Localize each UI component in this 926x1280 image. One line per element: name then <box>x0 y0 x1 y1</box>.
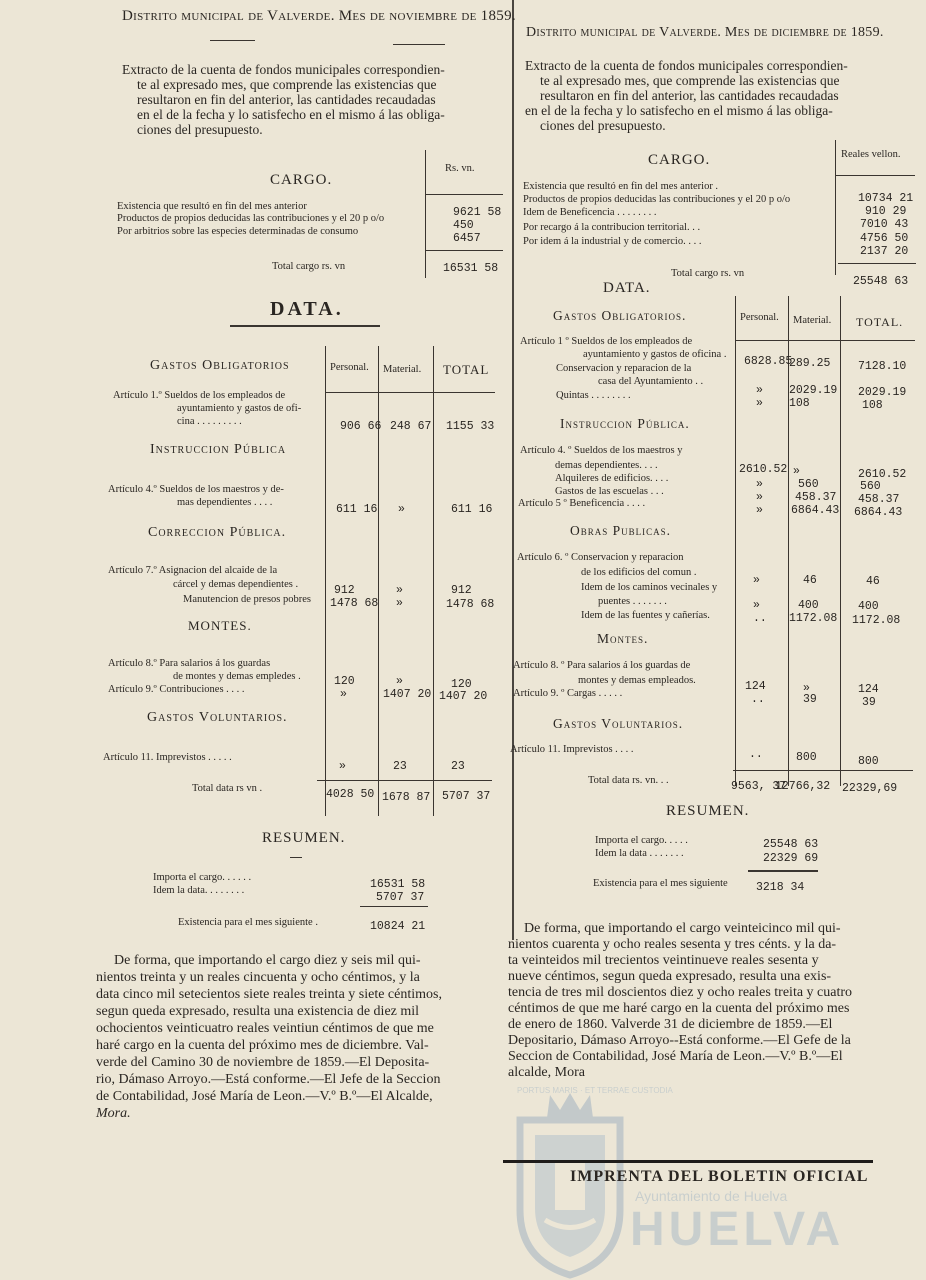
data-title: DATA. <box>603 280 651 296</box>
row-label: Conservacion y reparacion de la <box>556 363 692 374</box>
closing-line: De forma, que importando el cargo diez y seis mil qui- <box>114 953 421 968</box>
cell-material: 560 <box>798 478 819 491</box>
cell-material: 800 <box>796 751 817 764</box>
intro-line: te al expresado mes, que comprende las existencias que <box>540 73 840 88</box>
closing-line: céntimos de que me haré cargo en la cuenta del próximo mes <box>508 1001 850 1016</box>
left-header: Distrito municipal de Valverde. Mes de noviembre de 1859. <box>122 8 516 24</box>
data-total-label: Total data rs. vn. . . <box>588 775 669 786</box>
column-divider <box>512 0 514 940</box>
cell-total: 1155 33 <box>446 420 495 433</box>
row-label: Artículo 1.º Sueldos de los empleados de <box>113 390 286 401</box>
col-total: TOTAL. <box>856 315 904 329</box>
cargo-rule <box>425 194 503 195</box>
resumen-data-label: Idem la data. . . . . . . . <box>153 885 245 896</box>
row-label: Artículo 5 º Beneficencia . . . . <box>518 498 646 509</box>
cargo-rule <box>425 250 503 251</box>
data-total-rule <box>733 770 913 771</box>
row-label: Idem de los caminos vecinales y <box>581 582 718 593</box>
cell-personal: » <box>756 504 763 517</box>
data-total-material: 1678 87 <box>382 791 431 804</box>
row-label: Artículo 9. º Cargas . . . . . <box>513 688 623 699</box>
cargo-row-value: 4756 50 <box>860 232 909 245</box>
cell-personal: 611 16 <box>336 503 378 516</box>
resumen-cargo-value: 16531 58 <box>370 878 426 891</box>
cell-material: 1407 20 <box>383 688 432 701</box>
resumen-rule <box>748 870 818 872</box>
data-total-rule <box>317 780 492 781</box>
data-total-material: 12766,32 <box>775 780 831 793</box>
right-header: Distrito municipal de Valverde. Mes de diciembre de 1859. <box>526 25 884 40</box>
intro-line: ciones del presupuesto. <box>540 118 666 133</box>
resumen-cargo-label: Importa el cargo. . . . . <box>595 835 688 846</box>
closing-line: segun queda expresado, resulta una existencia de diez mil <box>96 1004 420 1019</box>
cell-total: 1407 20 <box>439 690 488 703</box>
cell-personal: 6828.85 <box>744 355 793 368</box>
row-label: mas dependientes . . . . <box>177 497 273 508</box>
data-title-rule <box>230 325 380 327</box>
col-material: Material. <box>383 364 422 375</box>
row-label: Artículo 4. º Sueldos de los maestros y <box>520 445 683 456</box>
data-total-personal: 4028 50 <box>326 788 375 801</box>
cargo-row-value: 450 <box>453 219 474 232</box>
cell-material: » <box>396 597 403 610</box>
row-label: demas dependientes. . . . <box>555 460 658 471</box>
row-label: Gastos de las escuelas . . . <box>555 486 664 497</box>
row-label: montes y demas empleados. <box>578 675 696 686</box>
cell-personal: 906 66 <box>340 420 382 433</box>
cargo-rule <box>835 140 836 275</box>
closing-line: nientos treinta y un reales cincuenta y ocho céntimos, y la <box>96 970 420 985</box>
footer-rule <box>503 1160 873 1163</box>
row-label: Artículo 1 º Sueldos de los empleados de <box>520 336 693 347</box>
watermark-ring: PORTUS MARIS · ET TERRAE CUSTODIA <box>517 1086 673 1095</box>
cell-personal: .. <box>749 748 763 761</box>
cell-material: » <box>793 465 800 478</box>
intro-line: resultaron en fin del anterior, las cantidades recaudadas <box>540 88 839 103</box>
cell-total: 800 <box>858 755 879 768</box>
row-label: Artículo 4.º Sueldos de los maestros y de- <box>108 484 284 495</box>
row-label: ayuntamiento y gastos de oficina . <box>583 349 727 360</box>
cell-total: 7128.10 <box>858 360 907 373</box>
cell-total: 1478 68 <box>446 598 495 611</box>
header-rule <box>393 44 445 45</box>
cell-material: 46 <box>803 574 817 587</box>
cell-material: 400 <box>798 599 819 612</box>
cell-personal: 912 <box>334 584 355 597</box>
cell-total: 46 <box>866 575 880 588</box>
section-correccion-publica: Correccion Pública. <box>148 525 287 540</box>
closing-line: data cinco mil setecientos siete reales treinta y siete céntimos, <box>96 987 442 1002</box>
row-label: Artículo 8.º Para salarios á los guardas <box>108 658 271 669</box>
cell-material: 289.25 <box>789 357 831 370</box>
row-label: Artículo 6. º Conservacion y reparacion <box>517 552 684 563</box>
cargo-row-label: Existencia que resultó en fin del mes anterior <box>117 201 307 212</box>
section-gastos-voluntarios: Gastos Voluntarios. <box>553 716 684 731</box>
cargo-row-value: 7010 43 <box>860 218 909 231</box>
row-label: Alquileres de edificios. . . . <box>555 473 669 484</box>
intro-line: en el de la fecha y lo satisfecho en el mismo á las obliga- <box>137 107 445 122</box>
col-material: Material. <box>793 315 832 326</box>
cell-material: 2029.19 <box>789 384 838 397</box>
row-label: de montes y demas empledes . <box>173 671 301 682</box>
intro-line: en el de la fecha y lo satisfecho en el mismo á las obliga- <box>525 103 833 118</box>
cell-personal: .. <box>753 612 767 625</box>
cell-material: » <box>396 675 403 688</box>
cell-personal: 1478 68 <box>330 597 379 610</box>
row-label: Manutencion de presos pobres <box>183 594 312 605</box>
cargo-total-value: 16531 58 <box>443 262 499 275</box>
cargo-rule <box>835 175 915 176</box>
cell-personal: » <box>339 760 346 773</box>
data-column-rule <box>735 296 736 786</box>
data-title: DATA. <box>270 298 344 320</box>
resumen-cargo-label: Importa el cargo. . . . . . <box>153 872 252 883</box>
cell-material: » <box>803 682 810 695</box>
cell-total: 39 <box>862 696 876 709</box>
cargo-title: CARGO. <box>270 172 333 188</box>
closing-line: tencia de tres mil doscientos diez y ocho reales treita y cuatro <box>508 985 853 1000</box>
closing-line: nueve céntimos, segun queda expresado, resulta una exis- <box>508 969 832 984</box>
col-total: TOTAL <box>443 362 490 377</box>
resumen-cargo-value: 25548 63 <box>763 838 819 851</box>
cell-material: » <box>398 503 405 516</box>
data-column-rule <box>735 340 915 341</box>
resumen-existence-value: 10824 21 <box>370 920 426 933</box>
header-rule <box>210 40 255 41</box>
cell-material: 108 <box>789 397 810 410</box>
resumen-existence-label: Existencia para el mes siguiente <box>593 878 728 889</box>
row-label: puentes . . . . . . . <box>598 596 667 607</box>
section-gastos-obligatorios: Gastos Obligatorios. <box>553 308 687 323</box>
data-column-rule <box>325 346 326 816</box>
cargo-row-value: 9621 58 <box>453 206 502 219</box>
cell-total: 108 <box>862 399 883 412</box>
data-column-rule <box>325 392 495 393</box>
section-montes: Montes. <box>597 631 649 646</box>
cargo-row-value: 910 29 <box>865 205 907 218</box>
cargo-row-label: Idem de Beneficencia . . . . . . . . <box>523 207 657 218</box>
cargo-row-value: 10734 21 <box>858 192 914 205</box>
cell-total: 400 <box>858 600 879 613</box>
closing-line: ta veinteidos mil trecientos veintinueve reales sesenta y <box>508 953 819 968</box>
closing-line: nientos cuarenta y ocho reales sesenta y tres cénts. y la da- <box>508 937 837 952</box>
watermark-main: HUELVA <box>630 1203 845 1256</box>
cell-total: 23 <box>451 760 465 773</box>
cargo-unit: Rs. vn. <box>445 163 475 174</box>
cell-personal: » <box>756 491 763 504</box>
cargo-row-label: Productos de propios deducidas las contribuciones y el 20 p o/o <box>523 194 791 205</box>
closing-line: de Contabilidad, José María de Leon.—V.º B.º—El Alcalde, <box>96 1089 433 1104</box>
col-personal: Personal. <box>740 312 779 323</box>
row-label: casa del Ayuntamiento . . <box>598 376 704 387</box>
closing-line: Depositario, Dámaso Arroyo--Está conforme.—El Gefe de la <box>508 1033 851 1048</box>
cargo-total-label: Total cargo rs. vn <box>272 261 346 272</box>
cell-personal: 124 <box>745 680 766 693</box>
data-column-rule <box>378 346 379 816</box>
resumen-title: RESUMEN. <box>262 830 346 846</box>
data-total-personal: 9563, 37 <box>731 780 787 793</box>
cell-material: 458.37 <box>795 491 837 504</box>
row-label: Artículo 8. º Para salarios á los guardas de <box>513 660 691 671</box>
row-label: Artículo 11. Imprevistos . . . . . <box>103 752 232 763</box>
cell-total: 560 <box>860 480 881 493</box>
cell-total: 2029.19 <box>858 386 907 399</box>
closing-line: haré cargo en la cuenta del próximo mes de diciembre. Val- <box>96 1038 429 1053</box>
cell-material: 39 <box>803 693 817 706</box>
data-total-label: Total data rs vn . <box>192 783 263 794</box>
cargo-total-label: Total cargo rs. vn <box>671 268 745 279</box>
cargo-rule <box>838 263 916 264</box>
row-label: Quintas . . . . . . . . <box>556 390 631 401</box>
row-label: cina . . . . . . . . . <box>177 416 242 427</box>
cell-total: 611 16 <box>451 503 493 516</box>
closing-line: De forma, que importando el cargo veinteicinco mil qui- <box>524 921 841 936</box>
cell-material: 23 <box>393 760 407 773</box>
row-label: Artículo 7.º Asignacion del alcaide de la <box>108 565 278 576</box>
cargo-total-value: 25548 63 <box>853 275 909 288</box>
cell-total: 458.37 <box>858 493 900 506</box>
resumen-data-value: 22329 69 <box>763 852 819 865</box>
col-personal: Personal. <box>330 362 369 373</box>
cargo-row-label: Productos de propios deducidas las contribuciones y el 20 p o/o <box>117 213 385 224</box>
closing-line: ochocientos veinticuatro reales veintiun céntimos de que me <box>96 1021 434 1036</box>
resumen-existence-label: Existencia para el mes siguiente . <box>178 917 318 928</box>
cell-total: 912 <box>451 584 472 597</box>
cell-material: 248 67 <box>390 420 432 433</box>
cell-personal: » <box>753 574 760 587</box>
cell-personal: » <box>756 384 763 397</box>
row-label: Idem de las fuentes y cañerías. <box>581 610 710 621</box>
row-label: Artículo 9.º Contribuciones . . . . <box>108 684 245 695</box>
section-montes: MONTES. <box>188 618 252 633</box>
closing-line: alcalde, Mora <box>508 1065 585 1080</box>
cell-material: 1172.08 <box>789 612 838 625</box>
section-obras-publicas: Obras Publicas. <box>570 523 672 538</box>
resumen-rule <box>360 906 428 907</box>
resumen-rule <box>290 857 302 858</box>
closing-line: de enero de 1860. Valverde 31 de diciembre de 1859.—El <box>508 1017 833 1032</box>
intro-line: ciones del presupuesto. <box>137 122 263 137</box>
data-column-rule <box>840 296 841 786</box>
cell-total: 1172.08 <box>852 614 901 627</box>
cell-personal: 2610.52 <box>739 463 788 476</box>
cell-material: » <box>396 584 403 597</box>
row-label: ayuntamiento y gastos de ofi- <box>177 403 302 414</box>
intro-line: Extracto de la cuenta de fondos municipales correspondien- <box>122 62 445 77</box>
imprenta-imprint: IMPRENTA DEL BOLETIN OFICIAL <box>570 1168 869 1185</box>
cell-total: 124 <box>858 683 879 696</box>
resumen-title: RESUMEN. <box>666 803 750 819</box>
cell-personal: » <box>340 688 347 701</box>
section-instruccion-publica: Instruccion Pública. <box>560 416 690 431</box>
cell-total: 6864.43 <box>854 506 903 519</box>
closing-line: verde del Camino 30 de noviembre de 1859.—El Deposita- <box>96 1055 430 1070</box>
data-total-total: 22329,69 <box>842 782 898 795</box>
cell-material: 6864.43 <box>791 504 840 517</box>
resumen-data-value: 5707 37 <box>376 891 425 904</box>
cargo-rule <box>425 150 426 278</box>
closing-line: Mora. <box>96 1106 131 1121</box>
cargo-row-value: 2137 20 <box>860 245 909 258</box>
row-label: de los edificios del comun . <box>581 567 697 578</box>
resumen-data-label: Idem la data . . . . . . . <box>595 848 684 859</box>
cargo-row-label: Por arbitrios sobre las especies determinadas de consumo <box>117 226 359 237</box>
intro-line: resultaron en fin del anterior, las cantidades recaudadas <box>137 92 436 107</box>
cargo-unit: Reales vellon. <box>841 149 901 160</box>
cell-personal: 120 <box>334 675 355 688</box>
section-gastos-obligatorios: Gastos Obligatorios <box>150 358 290 373</box>
cargo-row-label: Por idem á la industrial y de comercio. . . . <box>523 236 702 247</box>
closing-line: rio, Dámaso Arroyo.—Está conforme.—El Jefe de la Seccion <box>96 1072 441 1087</box>
closing-line: Seccion de Contabilidad, José María de Leon.—V.º B.º—El <box>508 1049 843 1064</box>
data-column-rule <box>433 346 434 816</box>
cell-total: 2610.52 <box>858 468 907 481</box>
cargo-title: CARGO. <box>648 152 711 168</box>
intro-line: te al expresado mes, que comprende las existencias que <box>137 77 437 92</box>
cargo-row-label: Existencia que resultó en fin del mes anterior . <box>523 181 719 192</box>
row-label: cárcel y demas dependientes . <box>173 579 299 590</box>
cell-personal: .. <box>751 693 765 706</box>
row-label: Artículo 11. Imprevistos . . . . <box>510 744 634 755</box>
section-instruccion-publica: Instruccion Pública <box>150 442 287 457</box>
cargo-row-label: Por recargo á la contribucion territorial. . . <box>523 222 701 233</box>
cell-personal: » <box>756 397 763 410</box>
cell-personal: » <box>753 599 760 612</box>
section-gastos-voluntarios: Gastos Voluntarios. <box>147 710 288 725</box>
watermark-sub: Ayuntamiento de Huelva <box>635 1188 788 1204</box>
resumen-existence-value: 3218 34 <box>756 881 805 894</box>
intro-line: Extracto de la cuenta de fondos municipales correspondien- <box>525 58 848 73</box>
cargo-row-value: 6457 <box>453 232 481 245</box>
cell-total: 120 <box>451 678 472 691</box>
data-total-total: 5707 37 <box>442 790 491 803</box>
cell-personal: » <box>756 478 763 491</box>
